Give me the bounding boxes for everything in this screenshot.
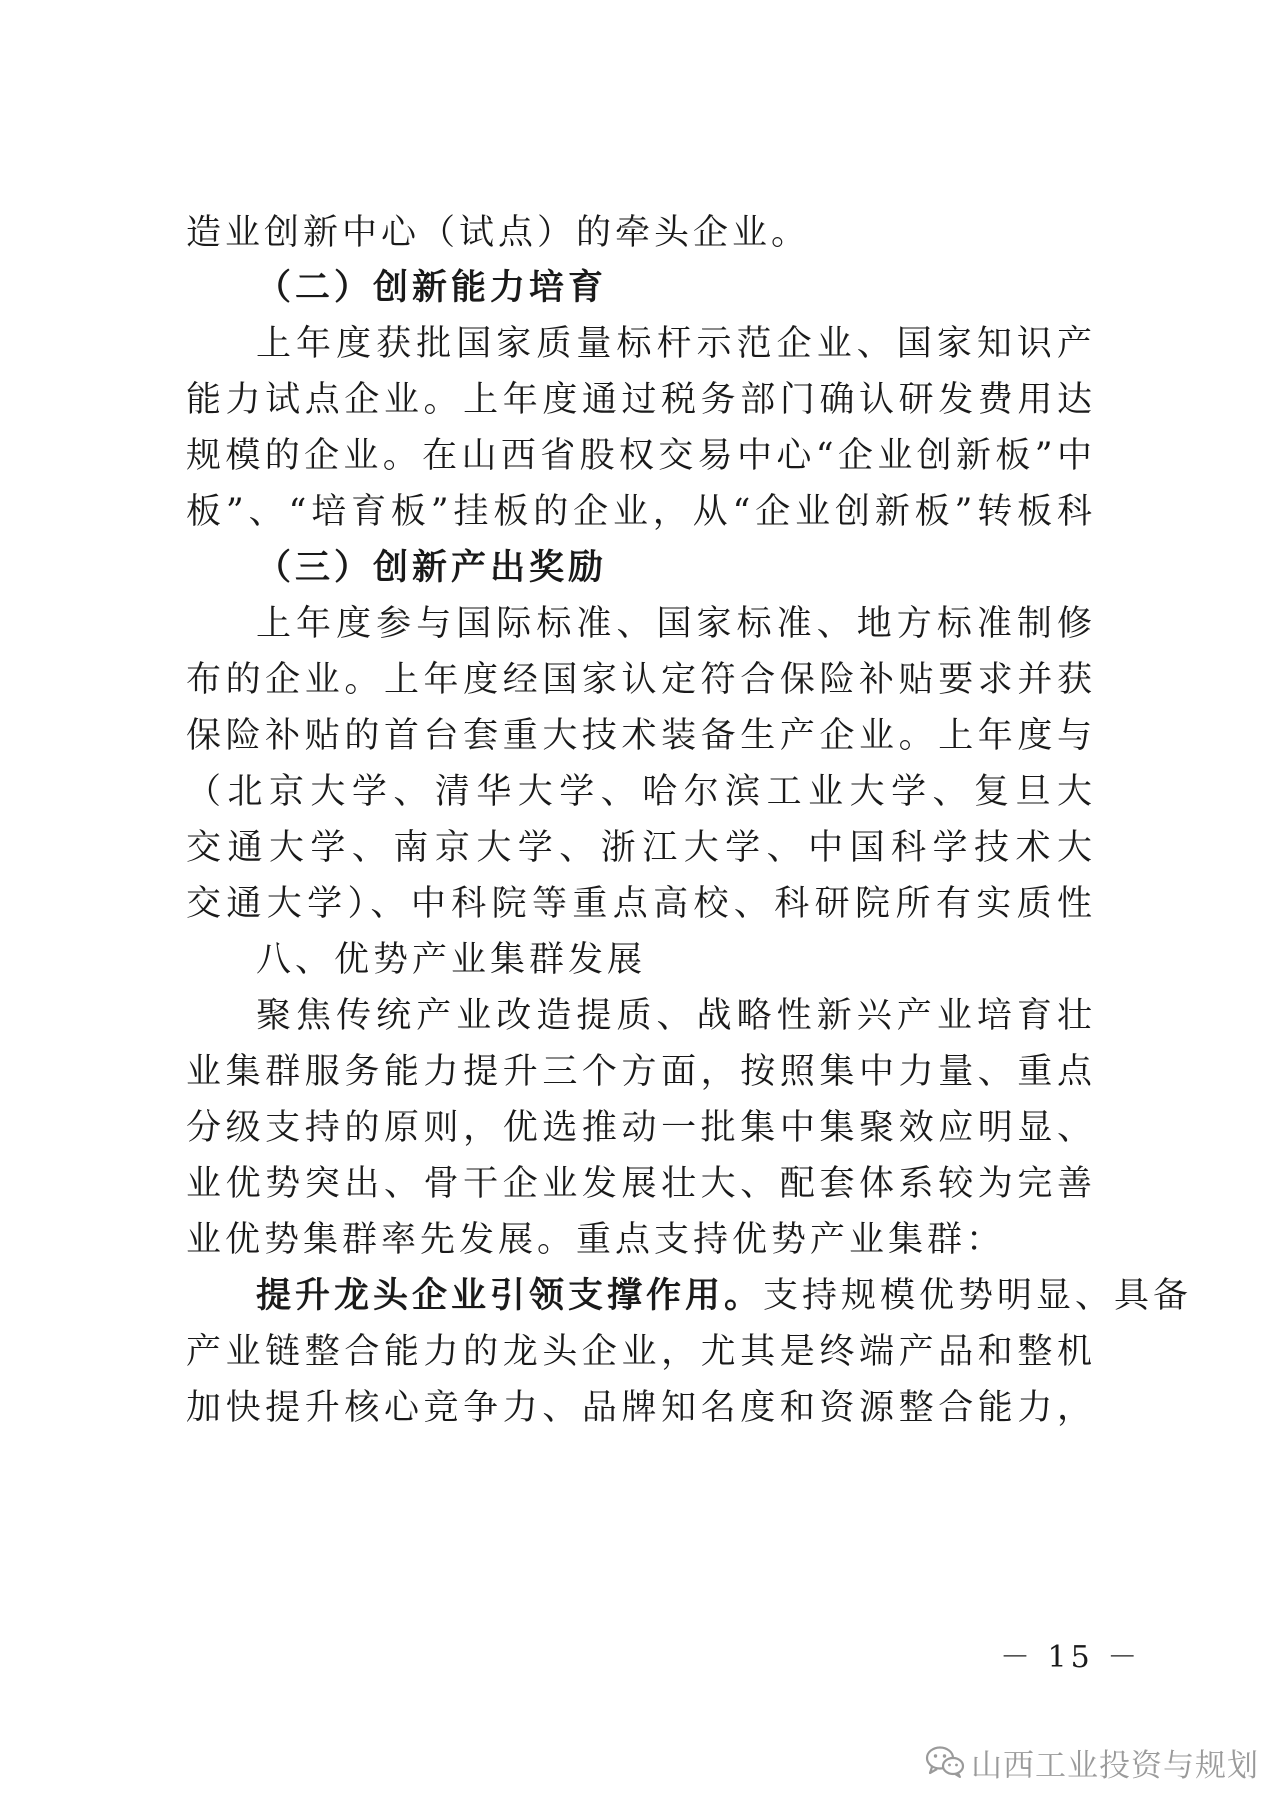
paragraph-line: 上年度获批国家质量标杆示范企业、国家知识产 [256,324,1096,364]
paragraph-line: 上年度参与国际标准、国家标准、地方标准制修 [256,604,1096,644]
wechat-icon [925,1745,965,1779]
paragraph-line: 业优势集群率先发展。重点支持优势产业集群： [186,1220,1006,1260]
paragraph-line: 交通大学）、中科院等重点高校、科研院所有实质性 [186,884,1096,924]
paragraph-line: 分级支持的原则，优选推动一批集中集聚效应明显、 [186,1108,1096,1148]
watermark [925,1742,1259,1782]
paragraph-line: 造业创新中心（试点）的牵头企业。 [186,213,811,253]
watermark-text: 山西工业投资与规划 [971,1747,1259,1784]
paragraph-line: 规模的企业。在山西省股权交易中心“企业创新板”中 [186,436,1096,476]
paragraph-line: 业集群服务能力提升三个方面，按照集中力量、重点 [186,1052,1096,1092]
paragraph-line-with-bold-lead [256,1275,1193,1316]
page-number: － 15 － [1000,1640,1142,1675]
paragraph-line: 保险补贴的首台套重大技术装备生产企业。上年度与 [186,716,1096,756]
section-heading-industry-cluster: 八、优势产业集群发展 [256,940,647,980]
paragraph-line: 产业链整合能力的龙头企业，尤其是终端产品和整机 [186,1332,1096,1372]
paragraph-line: 加快提升核心竞争力、品牌知名度和资源整合能力， [186,1388,1096,1428]
paragraph-line: 布的企业。上年度经国家认定符合保险补贴要求并获 [186,660,1096,700]
section-heading-innovation-output: （三）创新产出奖励 [256,547,608,588]
paragraph-line: 聚焦传统产业改造提质、战略性新兴产业培育壮 [256,996,1096,1036]
paragraph-text: 支持规模优势明显、具备 [763,1276,1193,1316]
bold-lead-text: 提升龙头企业引领支撑作用。 [256,1275,764,1316]
section-heading-innovation-capacity: （二）创新能力培育 [256,267,608,308]
paragraph-line: （北京大学、清华大学、哈尔滨工业大学、复旦大 [186,772,1096,812]
paragraph-line: 板”、“培育板”挂板的企业，从“企业创新板”转板科 [186,492,1096,532]
paragraph-line: 业优势突出、骨干企业发展壮大、配套体系较为完善 [186,1164,1096,1204]
paragraph-line: 能力试点企业。上年度通过税务部门确认研发费用达 [186,380,1096,420]
paragraph-line: 交通大学、南京大学、浙江大学、中国科学技术大 [186,828,1096,868]
